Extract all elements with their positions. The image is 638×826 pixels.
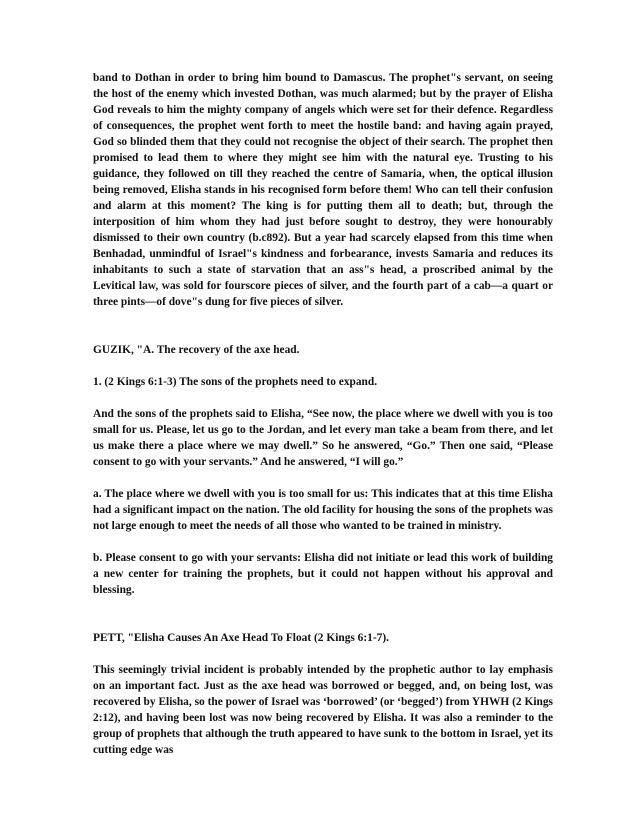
paragraph-spacer <box>93 534 553 550</box>
section-spacer <box>93 310 553 342</box>
point-one-heading: 1. (2 Kings 6:1-3) The sons of the prophets need to expand. <box>93 376 378 388</box>
paragraph-spacer <box>93 390 553 406</box>
paragraph-spacer <box>93 358 553 374</box>
document-page <box>93 70 553 758</box>
scripture-quote: And the sons of the prophets said to Elisha, “See now, the place where we dwell with you is too small for us. Please, let us go to the Jordan, and let every man take a beam from there, and let us make there a place where we may dwell.” So he answered, “Go.” Then one said, “Please consent to go with your servants.” And he answered, “I will go.” <box>93 408 553 468</box>
note-b: b. Please consent to go with your servants: Elisha did not initiate or lead this work of building a new center for training the prophets, but it could not happen without his approval and blessing. <box>93 552 553 596</box>
guzik-heading: GUZIK, "A. The recovery of the axe head. <box>93 344 300 356</box>
note-a: a. The place where we dwell with you is too small for us: This indicates that at this time Elisha had a significant impact on the nation. The old facility for housing the sons of the prophets was not large enough to meet the needs of all those who wanted to be trained in ministry. <box>93 488 553 532</box>
pett-heading: PETT, "Elisha Causes An Axe Head To Float (2 Kings 6:1-7). <box>93 632 389 644</box>
paragraph-spacer <box>93 470 553 486</box>
section-spacer <box>93 598 553 630</box>
pett-body: This seemingly trivial incident is probably intended by the prophetic author to lay emphasis on an important fact. Just as the axe head was borrowed or begged, and, on being lost, was recovered by Elisha, so the power of Israel was ‘borrowed’ (or ‘begged’) from YHWH (2 Kings 2:12), and having been lost was now being recovered by Elisha. It was also a reminder to the group of prophets that although the truth appeared to have sunk to the bottom in Israel, yet its cutting edge was <box>93 664 553 756</box>
paragraph-dothan-narrative: band to Dothan in order to bring him bound to Damascus. The prophet"s servant, on seeing the host of the enemy which invested Dothan, was much alarmed; but by the prayer of Elisha God reveals to him the mighty company of angels which were set for their defence. Regardless of consequences, the prophet went forth to meet the hostile band: and having again prayed, God so blinded them that they could not recognise the object of their search. The prophet then promised to lead them to where they might see him with the natural eye. Trusting to his guidance, they followed on till they reached the centre of Samaria, when, the optical illusion being removed, Elisha stands in his recognised form before them! Who can tell their confusion and alarm at this moment? The king is for putting them all to death; but, through the interposition of him whom they had just before sought to destroy, they were honourably dismissed to their own country (b.c892). But a year had scarcely elapsed from this time when Benhadad, unmindful of Israel"s kindness and forbearance, invests Samaria and reduces its inhabitants to such a state of starvation that an ass"s head, a proscribed animal by the Levitical law, was sold for fourscore pieces of silver, and the fourth part of a cab—a quart or three pints—of dove"s dung for five pieces of silver. <box>93 72 553 308</box>
paragraph-spacer <box>93 646 553 662</box>
